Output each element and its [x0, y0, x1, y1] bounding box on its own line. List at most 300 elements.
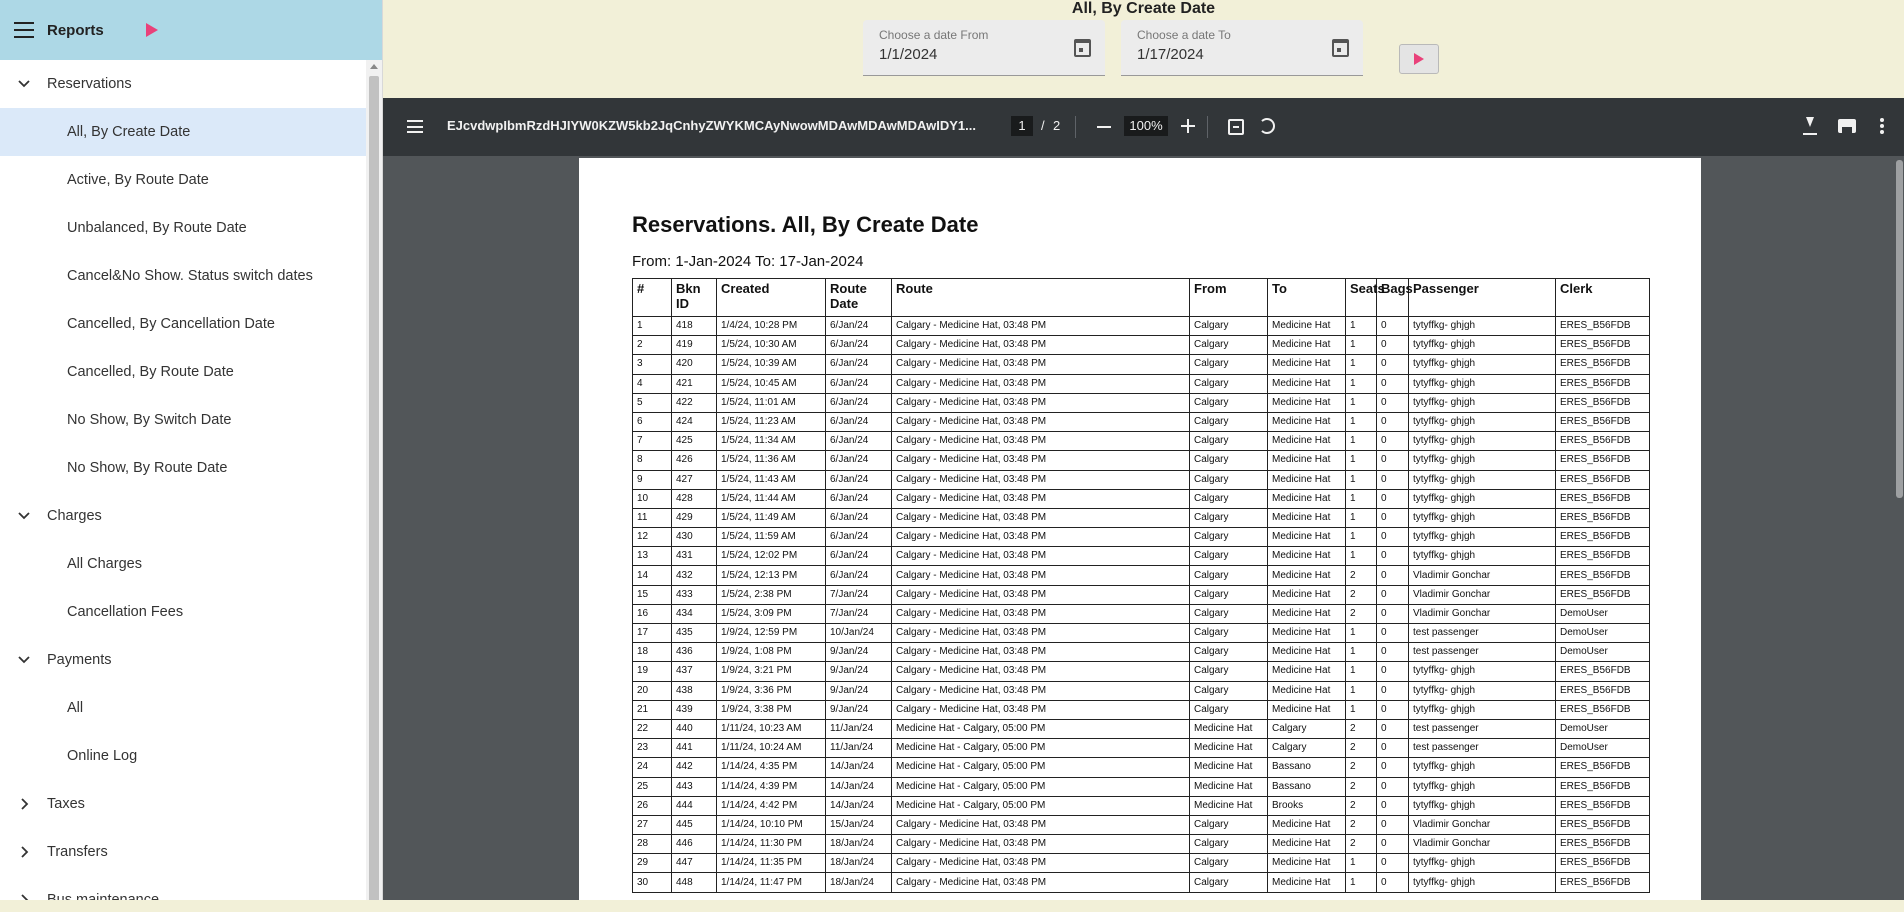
table-cell: Medicine Hat [1268, 451, 1346, 470]
table-cell: 439 [672, 700, 717, 719]
table-cell: 1 [1346, 336, 1377, 355]
table-cell: Calgary [1268, 739, 1346, 758]
table-cell: tytyffkg- ghjgh [1409, 451, 1556, 470]
toolbar-divider [1075, 116, 1076, 138]
table-cell: Calgary - Medicine Hat, 03:48 PM [892, 873, 1190, 892]
table-cell: Calgary [1190, 815, 1268, 834]
table-cell: 436 [672, 643, 717, 662]
column-header: To [1268, 279, 1346, 317]
table-cell: 1 [1346, 374, 1377, 393]
table-cell: 4 [633, 374, 672, 393]
sidebar-group-label: Payments [47, 652, 112, 668]
table-cell: Calgary [1190, 624, 1268, 643]
table-cell: ERES_B56FDB [1556, 489, 1650, 508]
table-cell: 0 [1377, 719, 1409, 738]
page-number-input[interactable]: 1 [1011, 116, 1033, 136]
table-cell: Medicine Hat [1268, 489, 1346, 508]
table-cell: 0 [1377, 815, 1409, 834]
pdf-scrollbar[interactable] [1895, 156, 1904, 900]
table-cell: 432 [672, 566, 717, 585]
table-cell: 0 [1377, 739, 1409, 758]
table-cell: Calgary - Medicine Hat, 03:48 PM [892, 336, 1190, 355]
sidebar-item[interactable]: Cancellation Fees [67, 604, 184, 620]
pdf-scrollbar-thumb[interactable] [1896, 160, 1903, 498]
table-cell: tytyffkg- ghjgh [1409, 528, 1556, 547]
table-cell: 441 [672, 739, 717, 758]
table-row [633, 566, 1650, 585]
table-cell: 0 [1377, 681, 1409, 700]
date-from-field[interactable] [863, 20, 1105, 76]
table-cell: 1/5/24, 12:13 PM [717, 566, 826, 585]
table-cell: 0 [1377, 758, 1409, 777]
table-cell: 5 [633, 393, 672, 412]
table-cell: Medicine Hat [1268, 508, 1346, 527]
table-cell: 1/14/24, 4:39 PM [717, 777, 826, 796]
table-cell: 12 [633, 528, 672, 547]
table-cell: Calgary - Medicine Hat, 03:48 PM [892, 528, 1190, 547]
page-total: 2 [1053, 118, 1061, 133]
table-row [633, 412, 1650, 431]
table-cell: 1/5/24, 11:44 AM [717, 489, 826, 508]
table-cell: 11 [633, 508, 672, 527]
table-row [633, 719, 1650, 738]
table-cell: 6/Jan/24 [826, 374, 892, 393]
table-cell: ERES_B56FDB [1556, 470, 1650, 489]
pdf-viewer [383, 98, 1904, 900]
table-cell: 18/Jan/24 [826, 854, 892, 873]
table-row [633, 336, 1650, 355]
table-cell: Medicine Hat [1268, 585, 1346, 604]
table-cell: 2 [633, 336, 672, 355]
table-cell: 1/14/24, 11:47 PM [717, 873, 826, 892]
table-cell: 446 [672, 835, 717, 854]
table-cell: 1 [633, 317, 672, 336]
calendar-icon[interactable] [1332, 39, 1349, 57]
table-cell: 6/Jan/24 [826, 566, 892, 585]
table-cell: Medicine Hat [1190, 739, 1268, 758]
fit-page-icon[interactable] [1228, 119, 1244, 135]
table-cell: 22 [633, 719, 672, 738]
table-cell: 0 [1377, 470, 1409, 489]
page-separator: / [1041, 118, 1045, 133]
table-cell: ERES_B56FDB [1556, 355, 1650, 374]
sidebar-group-label: Taxes [47, 796, 85, 812]
sidebar-item[interactable]: All Charges [67, 556, 142, 572]
table-cell: tytyffkg- ghjgh [1409, 700, 1556, 719]
table-cell: 438 [672, 681, 717, 700]
table-row [633, 873, 1650, 892]
sidebar-header [0, 0, 382, 60]
date-to-field[interactable] [1121, 20, 1363, 76]
table-cell: Calgary [1190, 700, 1268, 719]
table-cell: 0 [1377, 489, 1409, 508]
table-cell: ERES_B56FDB [1556, 451, 1650, 470]
table-cell: 6/Jan/24 [826, 508, 892, 527]
table-cell: Brooks [1268, 796, 1346, 815]
table-cell: tytyffkg- ghjgh [1409, 432, 1556, 451]
table-cell: 15 [633, 585, 672, 604]
column-header: Bags [1377, 279, 1409, 317]
table-cell: 0 [1377, 700, 1409, 719]
table-cell: tytyffkg- ghjgh [1409, 317, 1556, 336]
sidebar-item[interactable]: Online Log [67, 748, 138, 764]
table-cell: tytyffkg- ghjgh [1409, 854, 1556, 873]
table-cell: 0 [1377, 585, 1409, 604]
table-cell: 447 [672, 854, 717, 873]
table-cell: 431 [672, 547, 717, 566]
document-title: Reservations. All, By Create Date [632, 212, 979, 237]
table-cell: 11/Jan/24 [826, 719, 892, 738]
hamburger-menu-icon[interactable] [14, 22, 34, 38]
table-cell: 13 [633, 547, 672, 566]
table-cell: Calgary [1190, 355, 1268, 374]
table-cell: tytyffkg- ghjgh [1409, 681, 1556, 700]
table-cell: 8 [633, 451, 672, 470]
sidebar-group-transfers[interactable] [0, 828, 366, 876]
table-cell: 25 [633, 777, 672, 796]
table-cell: 433 [672, 585, 717, 604]
column-header: Clerk [1556, 279, 1650, 317]
table-cell: test passenger [1409, 739, 1556, 758]
table-cell: ERES_B56FDB [1556, 777, 1650, 796]
sidebar-item[interactable]: All [67, 700, 84, 716]
table-cell: 1 [1346, 355, 1377, 374]
table-cell: test passenger [1409, 643, 1556, 662]
column-header: Bkn ID [672, 279, 717, 317]
table-cell: 2 [1346, 815, 1377, 834]
table-row [633, 470, 1650, 489]
table-cell: 422 [672, 393, 717, 412]
sidebar-item[interactable]: Cancelled, By Route Date [67, 364, 234, 380]
table-cell: Medicine Hat [1190, 777, 1268, 796]
table-cell: 2 [1346, 604, 1377, 623]
table-cell: Medicine Hat - Calgary, 05:00 PM [892, 796, 1190, 815]
table-cell: DemoUser [1556, 719, 1650, 738]
table-cell: ERES_B56FDB [1556, 317, 1650, 336]
table-cell: Calgary - Medicine Hat, 03:48 PM [892, 317, 1190, 336]
table-cell: Medicine Hat [1268, 700, 1346, 719]
table-cell: ERES_B56FDB [1556, 815, 1650, 834]
table-cell: Vladimir Gonchar [1409, 604, 1556, 623]
table-cell: 0 [1377, 432, 1409, 451]
table-cell: 1/5/24, 2:38 PM [717, 585, 826, 604]
print-icon[interactable] [1838, 119, 1856, 133]
table-cell: 434 [672, 604, 717, 623]
table-cell: 6/Jan/24 [826, 336, 892, 355]
toolbar-divider [1207, 116, 1208, 138]
table-cell: Calgary [1190, 585, 1268, 604]
sidebar-group-payments[interactable] [0, 636, 366, 684]
table-cell: Medicine Hat [1268, 873, 1346, 892]
table-cell: 21 [633, 700, 672, 719]
table-cell: Calgary - Medicine Hat, 03:48 PM [892, 854, 1190, 873]
table-cell: ERES_B56FDB [1556, 374, 1650, 393]
table-cell: tytyffkg- ghjgh [1409, 393, 1556, 412]
table-cell: Medicine Hat - Calgary, 05:00 PM [892, 777, 1190, 796]
table-cell: 427 [672, 470, 717, 489]
zoom-out-icon[interactable] [1097, 126, 1111, 128]
table-cell: 23 [633, 739, 672, 758]
table-cell: Medicine Hat [1268, 412, 1346, 431]
date-from-value[interactable]: 1/1/2024 [879, 46, 938, 63]
sidebar-scrollbar[interactable] [366, 60, 382, 912]
play-icon[interactable] [146, 23, 158, 37]
sidebar-group-label: Transfers [47, 844, 108, 860]
scrollbar-thumb[interactable] [369, 76, 379, 902]
table-cell: Medicine Hat [1268, 547, 1346, 566]
reservations-table [632, 278, 1650, 893]
table-cell: Medicine Hat - Calgary, 05:00 PM [892, 719, 1190, 738]
report-title: All, By Create Date [1071, 0, 1216, 17]
table-cell: 9/Jan/24 [826, 643, 892, 662]
pdf-filename: EJcvdwpIbmRzdHJIYW0KZW5kb2JqCnhyZWYKMCAyNwowMDAwMDAwMDAwIDY1... [447, 118, 976, 133]
table-row [633, 662, 1650, 681]
table-cell: ERES_B56FDB [1556, 854, 1650, 873]
sidebar-group-reservations[interactable] [0, 60, 366, 108]
table-cell: Medicine Hat [1268, 624, 1346, 643]
run-report-button[interactable] [1399, 44, 1439, 74]
table-cell: 437 [672, 662, 717, 681]
sidebar-item[interactable]: Active, By Route Date [67, 172, 209, 188]
table-header-row [633, 279, 1650, 317]
table-cell: 443 [672, 777, 717, 796]
table-cell: 0 [1377, 662, 1409, 681]
table-cell: Calgary [1190, 374, 1268, 393]
sidebar [0, 0, 383, 912]
table-cell: Calgary [1190, 528, 1268, 547]
table-row [633, 489, 1650, 508]
table-cell: 430 [672, 528, 717, 547]
table-cell: Calgary - Medicine Hat, 03:48 PM [892, 432, 1190, 451]
table-cell: 1/14/24, 11:30 PM [717, 835, 826, 854]
table-cell: 419 [672, 336, 717, 355]
table-cell: Vladimir Gonchar [1409, 566, 1556, 585]
table-row [633, 604, 1650, 623]
table-cell: Calgary - Medicine Hat, 03:48 PM [892, 451, 1190, 470]
table-row [633, 854, 1650, 873]
table-cell: 445 [672, 815, 717, 834]
table-cell: Vladimir Gonchar [1409, 835, 1556, 854]
table-cell: Medicine Hat [1268, 317, 1346, 336]
pdf-page [579, 158, 1701, 900]
table-cell: 0 [1377, 374, 1409, 393]
table-cell: Calgary [1190, 412, 1268, 431]
scroll-up-icon[interactable] [370, 64, 378, 69]
sidebar-item[interactable]: No Show, By Route Date [67, 460, 228, 476]
download-icon[interactable] [1803, 117, 1817, 135]
table-cell: Vladimir Gonchar [1409, 815, 1556, 834]
table-cell: Calgary - Medicine Hat, 03:48 PM [892, 643, 1190, 662]
table-cell: Calgary [1190, 432, 1268, 451]
table-cell: 1 [1346, 873, 1377, 892]
table-cell: Calgary [1190, 547, 1268, 566]
sidebar-group-taxes[interactable] [0, 780, 366, 828]
chevron-down-icon[interactable] [0, 77, 47, 91]
table-cell: 1/5/24, 10:30 AM [717, 336, 826, 355]
table-cell: ERES_B56FDB [1556, 700, 1650, 719]
pdf-menu-icon[interactable] [407, 120, 423, 133]
zoom-in-icon[interactable] [1181, 119, 1195, 133]
chevron-right-icon[interactable] [0, 845, 47, 859]
table-cell: 440 [672, 719, 717, 738]
table-cell: 10/Jan/24 [826, 624, 892, 643]
zoom-input[interactable]: 100% [1124, 116, 1168, 136]
table-cell: 448 [672, 873, 717, 892]
table-cell: 1 [1346, 432, 1377, 451]
table-cell: Calgary - Medicine Hat, 03:48 PM [892, 624, 1190, 643]
table-row [633, 355, 1650, 374]
table-cell: 1 [1346, 547, 1377, 566]
table-cell: 29 [633, 854, 672, 873]
table-cell: Medicine Hat [1268, 854, 1346, 873]
table-cell: Calgary [1190, 393, 1268, 412]
table-cell: 0 [1377, 854, 1409, 873]
table-cell: Calgary - Medicine Hat, 03:48 PM [892, 393, 1190, 412]
table-cell: 2 [1346, 585, 1377, 604]
table-cell: ERES_B56FDB [1556, 547, 1650, 566]
table-cell: 15/Jan/24 [826, 815, 892, 834]
table-cell: 1/11/24, 10:23 AM [717, 719, 826, 738]
table-cell: 16 [633, 604, 672, 623]
table-cell: ERES_B56FDB [1556, 873, 1650, 892]
sidebar-item[interactable]: Cancelled, By Cancellation Date [67, 316, 275, 332]
sidebar-item[interactable]: Unbalanced, By Route Date [67, 220, 247, 236]
table-cell: 6 [633, 412, 672, 431]
table-cell: 1/5/24, 12:02 PM [717, 547, 826, 566]
table-cell: 424 [672, 412, 717, 431]
chevron-right-icon[interactable] [0, 797, 47, 811]
table-row [633, 528, 1650, 547]
table-row [633, 835, 1650, 854]
table-cell: test passenger [1409, 719, 1556, 738]
table-row [633, 815, 1650, 834]
table-cell: Calgary - Medicine Hat, 03:48 PM [892, 547, 1190, 566]
table-cell: tytyffkg- ghjgh [1409, 374, 1556, 393]
table-cell: ERES_B56FDB [1556, 662, 1650, 681]
table-cell: Medicine Hat [1268, 528, 1346, 547]
table-cell: 0 [1377, 508, 1409, 527]
calendar-icon[interactable] [1074, 39, 1091, 57]
sidebar-group-label: Charges [47, 508, 102, 524]
table-cell: ERES_B56FDB [1556, 835, 1650, 854]
table-cell: Medicine Hat [1190, 758, 1268, 777]
table-row [633, 700, 1650, 719]
table-cell: 1/9/24, 12:59 PM [717, 624, 826, 643]
table-cell: 1 [1346, 393, 1377, 412]
table-cell: Calgary [1190, 681, 1268, 700]
table-cell: 429 [672, 508, 717, 527]
table-cell: 1/5/24, 11:49 AM [717, 508, 826, 527]
table-cell: 6/Jan/24 [826, 451, 892, 470]
table-cell: 1 [1346, 470, 1377, 489]
table-cell: ERES_B56FDB [1556, 796, 1650, 815]
table-cell: 0 [1377, 317, 1409, 336]
table-cell: Medicine Hat [1268, 470, 1346, 489]
chevron-down-icon[interactable] [0, 509, 47, 523]
table-cell: tytyffkg- ghjgh [1409, 355, 1556, 374]
table-cell: tytyffkg- ghjgh [1409, 336, 1556, 355]
table-cell: Calgary [1190, 508, 1268, 527]
table-cell: 1/4/24, 10:28 PM [717, 317, 826, 336]
table-cell: 418 [672, 317, 717, 336]
table-cell: Calgary - Medicine Hat, 03:48 PM [892, 585, 1190, 604]
more-options-icon[interactable] [1880, 118, 1884, 134]
table-cell: Medicine Hat - Calgary, 05:00 PM [892, 758, 1190, 777]
chevron-down-icon[interactable] [0, 653, 47, 667]
date-to-value[interactable]: 1/17/2024 [1137, 46, 1204, 63]
table-cell: 6/Jan/24 [826, 432, 892, 451]
table-cell: Calgary [1190, 317, 1268, 336]
table-cell: 6/Jan/24 [826, 489, 892, 508]
table-row [633, 643, 1650, 662]
table-cell: 6/Jan/24 [826, 393, 892, 412]
table-cell: 0 [1377, 796, 1409, 815]
column-header: Seats [1346, 279, 1377, 317]
table-row [633, 547, 1650, 566]
table-cell: Medicine Hat [1268, 662, 1346, 681]
table-cell: 1/5/24, 11:01 AM [717, 393, 826, 412]
sidebar-title: Reports [47, 21, 104, 39]
table-cell: 1 [1346, 643, 1377, 662]
sidebar-item[interactable]: No Show, By Switch Date [67, 412, 232, 428]
table-cell: Medicine Hat [1268, 815, 1346, 834]
table-row [633, 777, 1650, 796]
table-row [633, 739, 1650, 758]
table-row [633, 432, 1650, 451]
date-to-label: Choose a date To [1137, 28, 1231, 42]
date-from-label: Choose a date From [879, 28, 989, 42]
table-cell: 1/5/24, 11:36 AM [717, 451, 826, 470]
table-cell: Calgary [1190, 566, 1268, 585]
table-cell: 0 [1377, 624, 1409, 643]
column-header: Route Date [826, 279, 892, 317]
table-row [633, 624, 1650, 643]
table-cell: Medicine Hat [1190, 796, 1268, 815]
table-cell: Bassano [1268, 777, 1346, 796]
table-cell: DemoUser [1556, 624, 1650, 643]
table-cell: Medicine Hat [1268, 566, 1346, 585]
table-cell: Medicine Hat [1268, 681, 1346, 700]
sidebar-item[interactable]: All, By Create Date [0, 108, 366, 156]
table-row [633, 317, 1650, 336]
table-cell: 0 [1377, 528, 1409, 547]
table-row [633, 758, 1650, 777]
table-cell: 425 [672, 432, 717, 451]
table-cell: 24 [633, 758, 672, 777]
table-cell: 0 [1377, 412, 1409, 431]
column-header: Created [717, 279, 826, 317]
sidebar-item[interactable]: Cancel&No Show. Status switch dates [67, 268, 313, 284]
table-cell: Calgary - Medicine Hat, 03:48 PM [892, 412, 1190, 431]
rotate-icon[interactable] [1259, 118, 1275, 134]
table-cell: Medicine Hat [1268, 643, 1346, 662]
table-cell: Bassano [1268, 758, 1346, 777]
table-cell: ERES_B56FDB [1556, 681, 1650, 700]
table-cell: test passenger [1409, 624, 1556, 643]
table-cell: Medicine Hat [1268, 393, 1346, 412]
table-row [633, 796, 1650, 815]
sidebar-group-charges[interactable] [0, 492, 366, 540]
table-cell: ERES_B56FDB [1556, 336, 1650, 355]
table-cell: Calgary - Medicine Hat, 03:48 PM [892, 374, 1190, 393]
table-cell: ERES_B56FDB [1556, 528, 1650, 547]
table-cell: DemoUser [1556, 739, 1650, 758]
table-cell: 6/Jan/24 [826, 528, 892, 547]
table-cell: 0 [1377, 777, 1409, 796]
table-cell: 0 [1377, 873, 1409, 892]
table-cell: 426 [672, 451, 717, 470]
table-cell: 2 [1346, 777, 1377, 796]
